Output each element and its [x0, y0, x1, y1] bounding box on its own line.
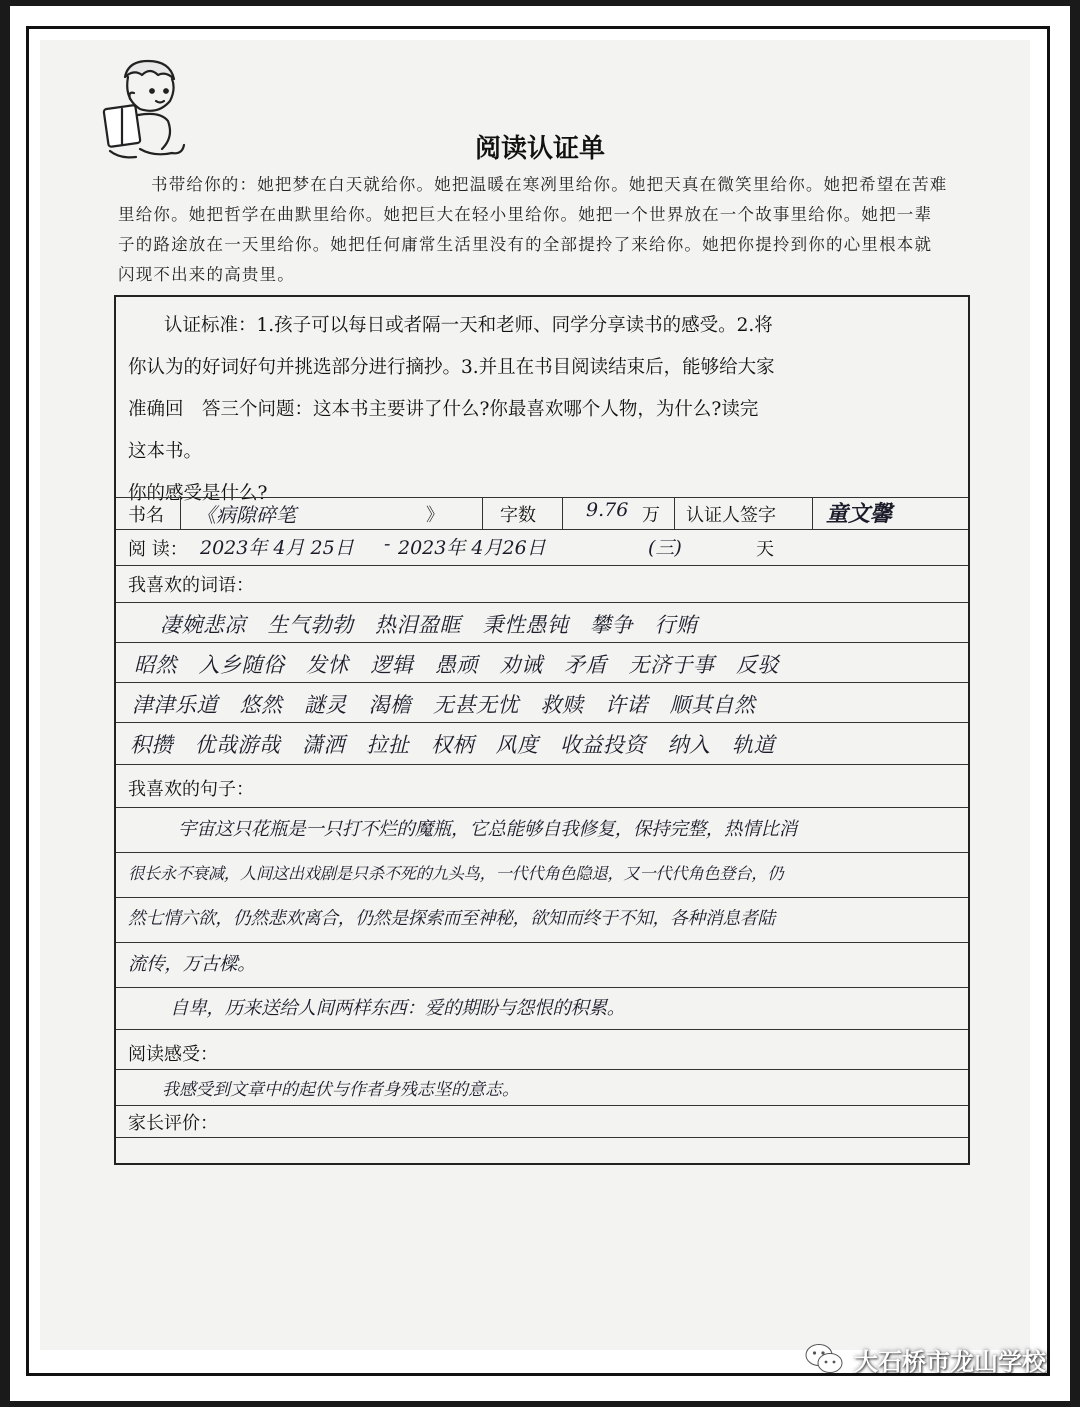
- row-divider: [116, 987, 968, 988]
- intro-paragraph: 书带给你的：她把梦在白天就给你。她把温暖在寒冽里给你。她把天真在微笑里给你。她把希望在苦难里给你。她把哲学在曲默里给你。她把巨大在轻小里给你。她把一个世界放在一个故事里给你。她把一辈子的路途放在一天里给你。她把任何庸常生活里没有的全部提拎了来给你。她把你提拎到你的心里根本就闪现不出来的高贵里。: [118, 175, 948, 284]
- favorite-sentence-line-4: 流传，万古樑。: [128, 954, 256, 975]
- row-divider: [116, 1029, 968, 1030]
- standard-line-3: 准确回 答三个问题：这本书主要讲了什么?你最喜欢哪个人物，为什么?读完: [128, 399, 759, 420]
- certification-standard: [128, 305, 948, 515]
- favorite-sentence-line-5: 自卑，历来送给人间两样东西：爱的期盼与怨恨的积累。: [170, 998, 626, 1019]
- row-divider: [116, 897, 968, 898]
- row-divider: [116, 682, 968, 683]
- favorite-sentence-line-1: 宇宙这只花瓶是一只打不烂的魔瓶，它总能够自我修复，保持完整，热情比消: [178, 819, 797, 840]
- reading-days-unit: 天: [756, 539, 774, 560]
- reading-feeling-label: 阅读感受：: [128, 1044, 218, 1065]
- favorite-words-line-1: 凄婉悲凉 生气勃勃 热泪盈眶 秉性愚钝 攀争 行贿: [160, 613, 698, 637]
- row-divider: [116, 942, 968, 943]
- row-divider: [116, 642, 968, 643]
- standard-line-4: 这本书。: [128, 441, 203, 462]
- book-name-label: 书名: [128, 505, 164, 526]
- favorite-sentence-line-3: 然七情六欲，仍然悲欢离合，仍然是探索而至神秘，欲知而终于不知，各种消息者陆: [128, 908, 775, 929]
- wechat-icon: [804, 1342, 844, 1376]
- signer-label: 认证人签字: [686, 505, 776, 526]
- row-divider: [116, 807, 968, 808]
- favorite-words-label: 我喜欢的词语：: [128, 575, 254, 596]
- col-divider: [482, 497, 483, 529]
- reading-days: (三): [648, 537, 682, 559]
- col-divider: [180, 497, 181, 529]
- row-divider: [116, 565, 968, 566]
- row-divider: [116, 1105, 968, 1106]
- row-divider: [116, 764, 968, 765]
- page-title: 阅读认证单: [474, 134, 605, 164]
- row-divider: [116, 852, 968, 853]
- row-divider: [116, 529, 968, 530]
- col-divider: [812, 497, 813, 529]
- signer-signature: 童文馨: [826, 501, 893, 527]
- reading-start-date: 2023年 4月 25日: [200, 537, 354, 559]
- book-name-value: 《病隙碎笔: [196, 503, 296, 527]
- favorite-words-line-4: 积攒 优哉游哉 潇洒 拉扯 权柄 风度 收益投资 纳入 轨道: [130, 733, 775, 757]
- reading-end-date: 2023年 4月26日: [398, 537, 546, 559]
- school-watermark: [804, 1339, 1046, 1379]
- row-divider: [116, 602, 968, 603]
- word-count-label: 字数: [500, 505, 536, 526]
- reading-label: 阅 读：: [128, 539, 188, 560]
- row-divider: [116, 722, 968, 723]
- favorite-sentence-line-2: 很长永不衰减，人间这出戏剧是只杀不死的九头鸟，一代代角色隐退，又一代代角色登台，仍: [128, 864, 784, 883]
- row-divider: [116, 1069, 968, 1070]
- favorite-sentences-label: 我喜欢的句子：: [128, 779, 254, 800]
- book-name-close: 》: [426, 505, 444, 526]
- reading-dash: -: [384, 533, 391, 555]
- standard-line-1: 认证标准：1.孩子可以每日或者隔一天和老师、同学分享读书的感受。2.将: [164, 315, 773, 336]
- watermark-text: 大石桥市龙山学校: [854, 1347, 1046, 1376]
- row-divider: [116, 1137, 968, 1138]
- favorite-words-line-3: 津津乐道 悠然 謎灵 渴檐 无甚无忧 救赎 许诺 顺其自然: [132, 693, 756, 717]
- standard-line-5: 你的感受是什么?: [128, 483, 268, 504]
- standard-line-2: 你认为的好词好句并挑选部分进行摘抄。3.并且在书目阅读结束后，能够给大家: [128, 357, 775, 378]
- certification-form: [114, 295, 970, 1165]
- reading-feeling-text: 我感受到文章中的起伏与作者身残志坚的意志。: [162, 1080, 519, 1100]
- favorite-words-line-2: 昭然 入乡随俗 发怵 逻辑 愚顽 劝诫 矛盾 无济于事 反驳: [134, 653, 779, 677]
- word-count-unit: 万: [642, 505, 660, 526]
- parent-comment-label: 家长评价：: [128, 1113, 218, 1134]
- col-divider: [674, 497, 675, 529]
- col-divider: [562, 497, 563, 529]
- word-count-value: 9.76: [586, 499, 629, 521]
